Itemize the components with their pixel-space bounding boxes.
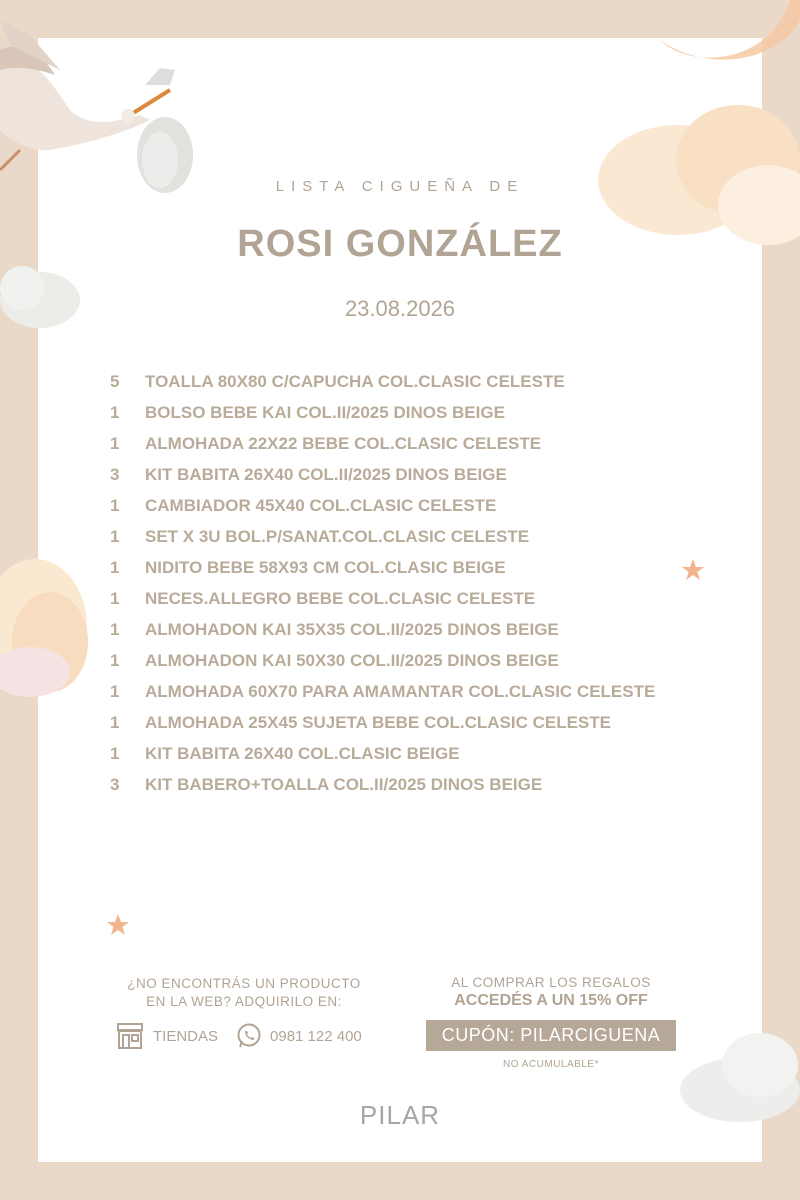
store-link[interactable]: TIENDAS (153, 1027, 219, 1045)
item-description: ALMOHADON KAI 35X35 COL.II/2025 DINOS BEIGE (145, 619, 559, 639)
item-quantity: 1 (110, 495, 120, 515)
stork-illustration (0, 20, 200, 200)
purchase-info-line1: ¿NO ENCONTRÁS UN PRODUCTO (127, 976, 361, 991)
item-quantity: 3 (110, 464, 120, 484)
list-item (110, 552, 730, 583)
list-item (110, 428, 730, 459)
item-quantity: 1 (110, 743, 120, 763)
item-description: CAMBIADOR 45X40 COL.CLASIC CELESTE (145, 495, 497, 515)
item-description: BOLSO BEBE KAI COL.II/2025 DINOS BEIGE (145, 402, 505, 422)
list-item (110, 397, 730, 428)
item-description: ALMOHADA 60X70 PARA AMAMANTAR COL.CLASIC CELESTE (145, 681, 656, 701)
list-item (110, 614, 730, 645)
item-description: KIT BABERO+TOALLA COL.II/2025 DINOS BEIGE (145, 774, 543, 794)
list-item (110, 769, 730, 800)
item-quantity: 1 (110, 402, 120, 422)
event-date: 23.08.2026 (344, 296, 456, 321)
list-item (110, 366, 730, 397)
whatsapp-icon (236, 1023, 262, 1049)
item-description: KIT BABITA 26X40 COL.CLASIC BEIGE (145, 743, 460, 763)
item-quantity: 1 (110, 588, 120, 608)
moon-illustration (650, 0, 800, 70)
star-icon (106, 913, 130, 937)
coupon-note: NO ACUMULABLE* (503, 1059, 599, 1070)
item-description: SET X 3U BOL.P/SANAT.COL.CLASIC CELESTE (145, 526, 530, 546)
cloud-left-large (0, 552, 88, 702)
coupon-badge: CUPÓN: PILARCIGUENA (426, 1020, 676, 1051)
item-quantity: 1 (110, 681, 120, 701)
item-quantity: 1 (110, 557, 120, 577)
list-item (110, 521, 730, 552)
item-description: KIT BABITA 26X40 COL.II/2025 DINOS BEIGE (145, 464, 507, 484)
purchase-info-line2: EN LA WEB? ADQUIRILO EN: (146, 994, 342, 1009)
store-icon (115, 1022, 145, 1050)
list-item (110, 645, 730, 676)
item-quantity: 1 (110, 619, 120, 639)
item-quantity: 1 (110, 650, 120, 670)
list-item (110, 583, 730, 614)
item-description: NIDITO BEBE 58X93 CM COL.CLASIC BEIGE (145, 557, 506, 577)
list-item (110, 707, 730, 738)
promo-line1: AL COMPRAR LOS REGALOS (451, 975, 651, 990)
item-description: NECES.ALLEGRO BEBE COL.CLASIC CELESTE (145, 588, 536, 608)
promo-info (425, 975, 677, 1010)
brand-logo: PILAR (359, 1100, 441, 1130)
phone-number[interactable]: 0981 122 400 (270, 1027, 362, 1045)
contact-row (115, 1021, 362, 1051)
item-description: TOALLA 80X80 C/CAPUCHA COL.CLASIC CELESTE (145, 371, 565, 391)
item-description: ALMOHADON KAI 50X30 COL.II/2025 DINOS BEIGE (145, 650, 559, 670)
item-quantity: 1 (110, 526, 120, 546)
recipient-name: ROSI GONZÁLEZ (237, 223, 563, 265)
list-item (110, 738, 730, 769)
purchase-info (110, 975, 378, 1011)
list-item (110, 490, 730, 521)
list-item (110, 676, 730, 707)
item-description: ALMOHADA 22X22 BEBE COL.CLASIC CELESTE (145, 433, 542, 453)
gift-list (110, 366, 730, 800)
list-item (110, 459, 730, 490)
promo-line2: ACCEDÉS A UN 15% OFF (454, 992, 648, 1009)
item-quantity: 1 (110, 433, 120, 453)
item-description: ALMOHADA 25X45 SUJETA BEBE COL.CLASIC CELESTE (145, 712, 611, 732)
item-quantity: 3 (110, 774, 120, 794)
item-quantity: 1 (110, 712, 120, 732)
item-quantity: 5 (110, 371, 120, 391)
list-subtitle: LISTA CIGUEÑA DE (275, 178, 525, 195)
